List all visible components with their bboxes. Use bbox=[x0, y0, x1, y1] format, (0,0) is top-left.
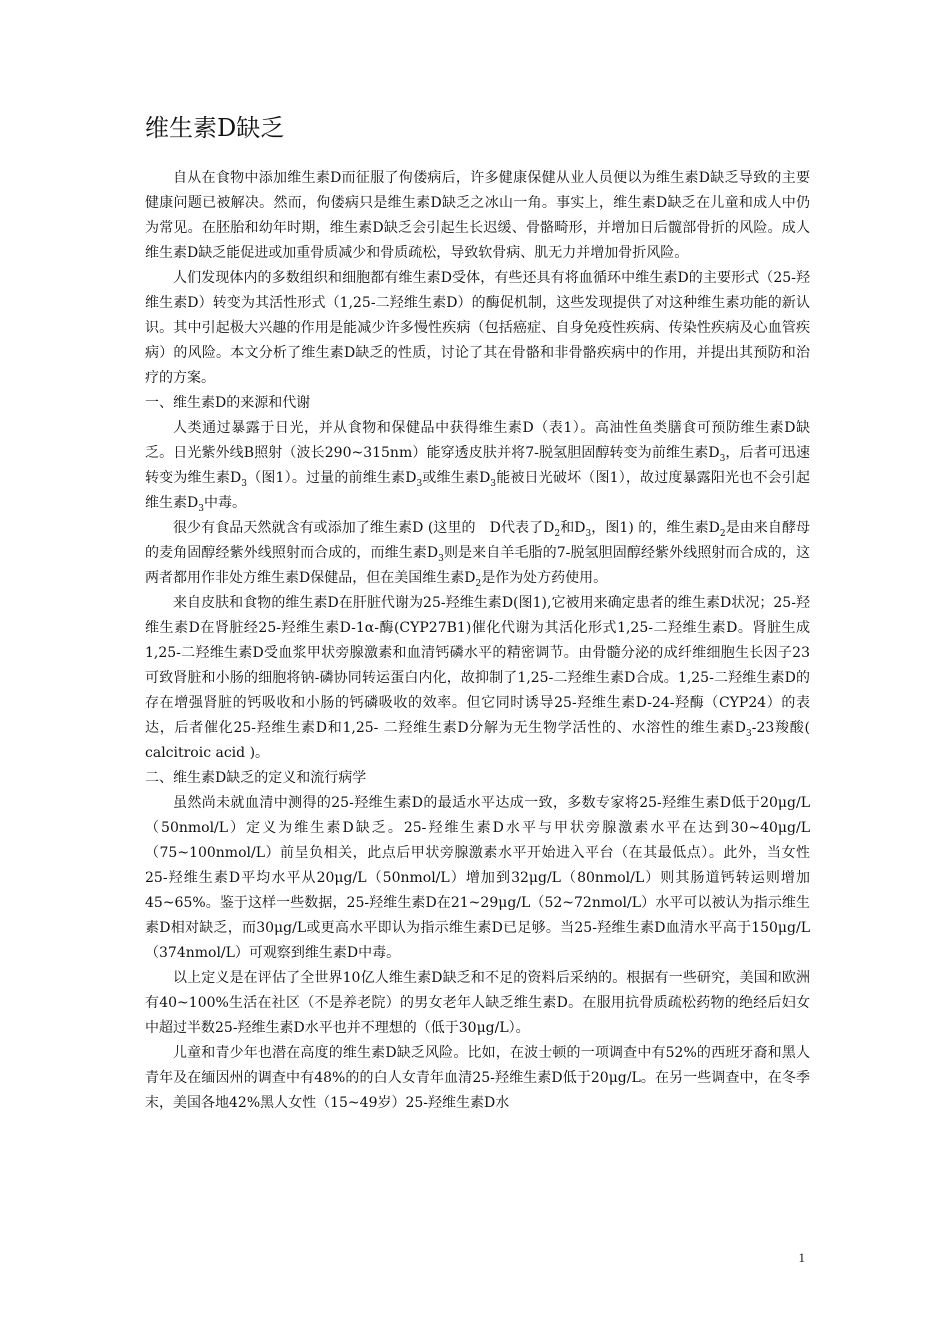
paragraph-receptors: 人们发现体内的多数组织和细胞都有维生素D受体，有些还具有将血循环中维生素D的主要形式（25-羟维生素D）转变为其活性形式（1,25-二羟维生素D）的酶促机制，这些发现提供了对这种维生素功能的新认识。其中引起极大兴趣的作用是能减少许多慢性疾病（包括癌症、自身免疫性疾病、传染性疾病及心血管疾病）的风险。本文分析了维生素D缺乏的性质，讨论了其在骨骼和非骨骼疾病中的作用，并提出其预防和治疗的方案。 bbox=[145, 270, 810, 386]
paragraph-prevalence-adults: 以上定义是在评估了全世界10亿人维生素D缺乏和不足的资料后采纳的。根据有一些研究，美国和欧洲有40~100%生活在社区（不是养老院）的男女老年人缺乏维生素D。在服用抗骨质疏松药物的绝经后妇女中超过半数25-羟维生素D水平也并不理想的（低于30μg/L）。 bbox=[145, 970, 810, 1036]
page-number: 1 bbox=[798, 1250, 805, 1265]
paragraph-definition: 虽然尚未就血清中测得的25-羟维生素D的最适水平达成一致，多数专家将25-羟维生素D低于20μg/L（50nmol/L）定义为维生素D缺乏。25-羟维生素D水平与甲状旁腺激素水平在达到30~40μg/L（75~100nmol/L）前呈负相关，此点后甲状旁腺激素水平开始进入平台（在其最低点）。此外，当女性25-羟维生素D平均水平从20μg/L（50nmol/L）增加到32μg/L（80nmol/L）则其肠道钙转运则增加45~65%。鉴于这样一些数据，25-羟维生素D在21~29μg/L（52~72nmol/L）水平可以被认为指示维生素D相对缺乏，而30μg/L或更高水平即认为指示维生素D已足够。当25-羟维生素D血清水平高于150μg/L（374nmol/L）可观察到维生素D中毒。 bbox=[145, 795, 810, 961]
paragraph-metabolism: 来自皮肤和食物的维生素D在肝脏代谢为25-羟维生素D(图1),它被用来确定患者的维生素D状况；25-羟维生素D在肾脏经25-羟维生素D-1α-酶(CYP27B1)催化代谢为其活化形式1,25-二羟维生素D。肾脏生成1,25-二羟维生素D受血浆甲状旁腺激素和血清钙磷水平的精密调节。由骨髓分泌的成纤维细胞生长因子23可致肾脏和小肠的细胞将钠-磷协同转运蛋白内化，故抑制了1,25-二羟维生素D合成。1,25-二羟维生素D的存在增强肾脏的钙吸收和小肠的钙磷吸收的效率。但它同时诱导25-羟维生素D-24-羟酶（CYP24）的表达，后者催化25-羟维生素D和1,25- 二羟维生素D分解为无生物学活性的、水溶性的维生素$D_3-23$羧酸( calcitroic acid )。 bbox=[145, 595, 810, 761]
section-heading-definition: 二、维生素D缺乏的定义和流行病学 bbox=[145, 770, 367, 786]
document-title: 维生素D缺乏 bbox=[145, 114, 285, 142]
section-heading-sources: 一、维生素D的来源和代谢 bbox=[145, 395, 311, 411]
paragraph-food-sources: 很少有食品天然就含有或添加了维生素D (这里的 D代表了$D_2$和$D_3$，图1) 的，维生素$D_2$是由来自酵母的麦角固醇经紫外线照射而合成的，而维生素$D_3$则是来自羊毛脂的7-脱氢胆固醇经紫外线照射而合成的，这两者都用作非处方维生素D保健品，但在美国维生素$D_2$是作为处方药使用。 bbox=[145, 520, 811, 589]
paragraph-intro: 自从在食物中添加维生素D而征服了佝偻病后，许多健康保健从业人员便以为维生素D缺乏导致的主要健康问题已被解决。然而，佝偻病只是维生素D缺乏之冰山一角。事实上，维生素D缺乏在儿童和成人中仍为常见。在胚胎和幼年时期，维生素D缺乏会引起生长迟缓、骨骼畸形，并增加日后髋部骨折的风险。成人维生素D缺乏能促进或加重骨质减少和骨质疏松，导致软骨病、肌无力并增加骨折风险。 bbox=[145, 170, 810, 261]
paragraph-sunlight: 人类通过暴露于日光，并从食物和保健品中获得维生素D（表1）。高油性鱼类膳食可预防维生素D缺乏。日光紫外线B照射（波长290~315nm）能穿透皮肤并将7-脱氢胆固醇转变为前维生素$D_3$，后者可迅速转变为维生素$D_3$（图1）。过量的前维生素$D_3$或维生素$D_3$能被日光破坏（图1），故过度暴露阳光也不会引起维生素$D_3$中毒。 bbox=[145, 420, 810, 514]
paragraph-prevalence-children: 儿童和青少年也潜在高度的维生素D缺乏风险。比如，在波士顿的一项调查中有52%的西班牙裔和黑人青年及在缅因州的调查中有48%的的白人女青年血清25-羟维生素D低于20μg/L。在另一些调查中，在冬季末，美国各地42%黑人女性（15~49岁）25-羟维生素D水 bbox=[145, 1045, 810, 1111]
document-body bbox=[145, 108, 810, 1116]
